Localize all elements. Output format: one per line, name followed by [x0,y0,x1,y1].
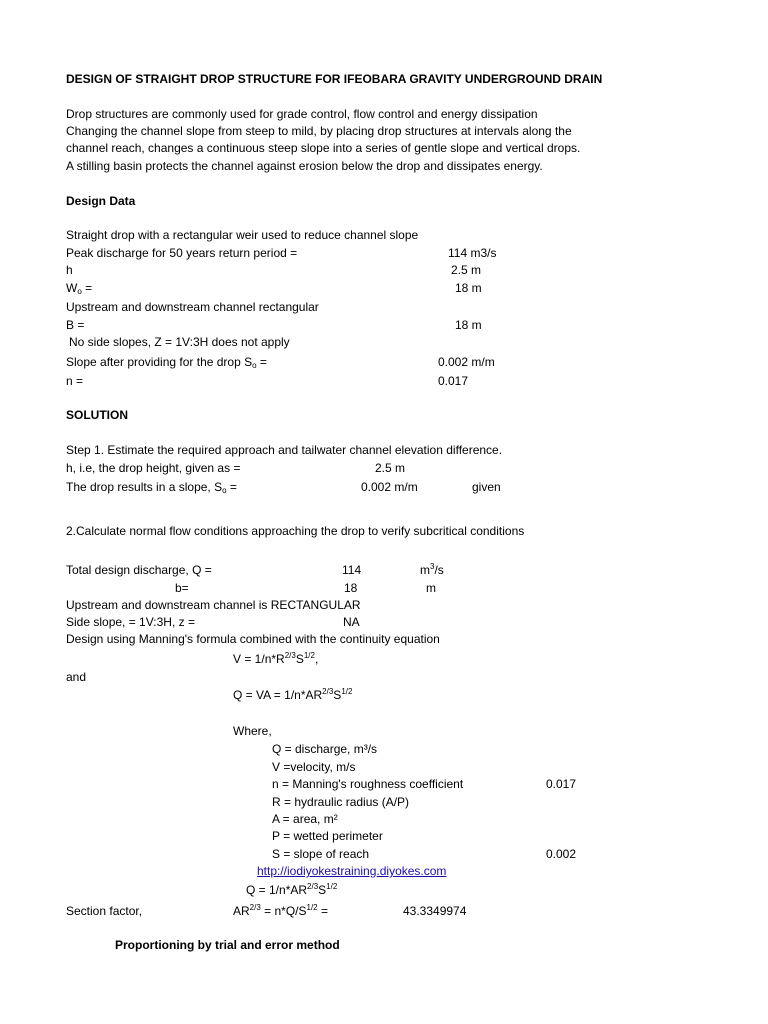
channel-rectangular-text: Upstream and downstream channel rectangular [66,300,319,314]
solution-heading: SOLUTION [66,408,128,422]
and-text: and [66,670,87,684]
b-width-value: 18 [344,581,358,595]
definition-s-value: 0.002 [546,847,577,861]
where-text: Where, [233,724,272,738]
intro-line-3: channel reach, changes a continuous steep slope into a series of gentle slope and vertical drops. [66,141,581,155]
total-discharge-unit: $m^3/s$ [420,562,444,577]
wo-value: 18 m [455,281,482,295]
b-width-label: b= [175,581,189,595]
n-value: 0.017 [438,374,469,388]
slope-after-value: 0.002 m/m [438,355,495,369]
no-side-slopes-text: No side slopes, Z = 1V:3H does not apply [69,335,290,349]
definition-v: V =velocity, m/s [272,760,356,774]
step1-text: Step 1. Estimate the required approach and tailwater channel elevation difference. [66,443,503,457]
weir-text: Straight drop with a rectangular weir used to reduce channel slope [66,228,419,242]
training-link[interactable]: http://iodiyokestraining.diyokes.com [257,864,447,878]
definition-n: n = Manning's roughness coefficient [272,777,464,791]
discharge-formula: Q = VA = $1/n*AR^{2/3}S^{1/2}$ [233,687,353,702]
intro-line-4: A stilling basin protects the channel against erosion below the drop and dissipates energy. [66,159,543,173]
b-width-unit: m [426,581,436,595]
definition-s: S = slope of reach [272,847,370,861]
definition-q: Q = discharge, m³/s [272,742,378,756]
slope-after-label: Slope after providing for the drop $S_o$ = [66,355,267,370]
step2-text: 2.Calculate normal flow conditions approaching the drop to verify subcritical conditions [66,524,525,538]
channel-rectangular-caps-text: Upstream and downstream channel is RECTANGULAR [66,598,361,612]
peak-discharge-label: Peak discharge for 50 years return period = [66,246,298,260]
design-data-heading: Design Data [66,194,136,208]
intro-line-1: Drop structures are commonly used for grade control, flow control and energy dissipation [66,107,538,121]
definition-p: P = wetted perimeter [272,829,383,843]
design-manning-text: Design using Manning's formula combined with the continuity equation [66,632,440,646]
side-slope-value: NA [343,615,360,629]
intro-line-2: Changing the channel slope from steep to mild, by placing drop structures at intervals along the [66,124,572,138]
total-discharge-value: 114 [342,563,362,577]
definition-a: A = area, m² [272,812,338,826]
section-factor-value: 43.3349974 [403,904,467,918]
definition-r: R = hydraulic radius (A/P) [272,795,410,809]
wo-label: $W_o$ = [66,281,93,296]
h-label: h [66,263,73,277]
b-label: B = [66,318,85,332]
side-slope-label: Side slope, = 1V:3H, z = [66,615,195,629]
total-discharge-label: Total design discharge, Q = [66,563,212,577]
b-value: 18 m [455,318,482,332]
proportioning-heading: Proportioning by trial and error method [115,938,340,952]
step1-h-value: 2.5 m [375,461,406,475]
step1-h-label: h, i.e, the drop height, given as = [66,461,241,475]
discharge-formula-2: $Q = 1/n*AR^{2/3}S^{1/2}$ [246,882,338,897]
step1-slope-value: 0.002 m/m [361,480,418,494]
section-factor-formula: $AR^{2/3} = n*Q/S^{1/2}$ = [233,903,328,918]
step1-slope-label: The drop results in a slope, $S_o$ = [66,480,237,495]
step1-slope-note: given [472,480,501,494]
h-value: 2.5 m [451,263,482,277]
document-title: DESIGN OF STRAIGHT DROP STRUCTURE FOR IFEOBARA GRAVITY UNDERGROUND DRAIN [66,72,603,86]
velocity-formula: $V = 1/n*R^{2/3}S^{1/2}$, [233,651,319,666]
peak-discharge-value: 114 m3/s [448,246,497,260]
definition-n-value: 0.017 [546,777,577,791]
n-label: n = [66,374,84,388]
section-factor-label: Section factor, [66,904,143,918]
